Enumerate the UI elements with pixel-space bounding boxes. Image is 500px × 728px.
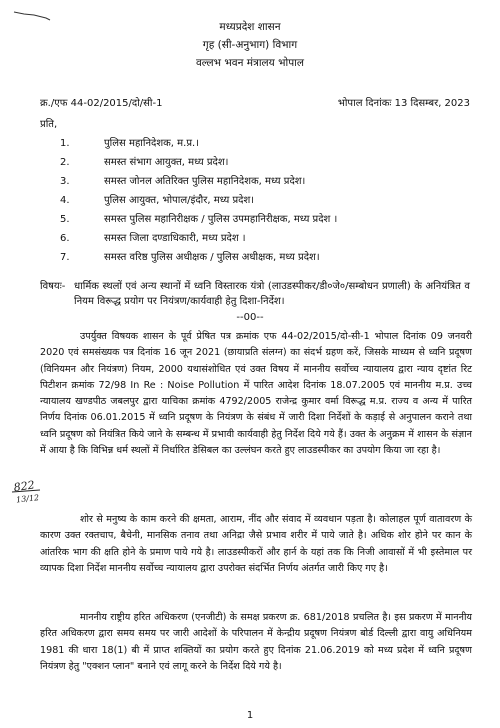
recipient-text: समस्त जिला दण्डाधिकारी, मध्य प्रदेश । (104, 233, 246, 244)
header-department: गृह (सी-अनुभाग) विभाग (202, 39, 298, 51)
subject-text: धार्मिक स्थलों एवं अन्य स्थानों में ध्वनि विस्तारक यंत्रो (लाउडस्पीकर/डी०जे०/सम्बोधन प्रणाली) के अनियंत्रित व नियम विरूद्ध प्रयोग पर नियंत्रण/कार्यवाही हेतु दिशा-निर्देश। (74, 281, 470, 307)
paragraph-reference: उपर्युक्त विषयक शासन के पूर्व प्रेषित पत्र क्रमांक एफ 44-02/2015/दो-सी-1 भोपाल दिनांक 09 जनवरी 2020 एवं समसंख्यक पत्र दिनांक 16 जून 2021 (छायाप्रति संलग्न) का संदर्भ ग्रहण करें, जिसके माध्यम से ध्वनि प्रदूषण (विनियमन और नियंत्रण) नियम, 2000 यथासंशोधित एवं उक्त विषय में माननीय सर्वोच्च न्यायालय द्वारा न्याय दृष्टांत रिट पिटीशन क्रमांक 72/98 In Re : Noise Pollution में पारित आदेश दिनांक 18.07.2005 एवं माननीय म.प्र. उच्च न्यायालय खण्डपीठ जबलपुर द्वारा याचिका क्रमांक 4792/2005 राजेन्द्र कुमार वर्मा विरूद्ध म.प्र. राज्य व अन्य में पारित निर्णय दिनांक 06.01.2015 में ध्वनि प्रदूषण के नियंत्रण के संबंध में जारी दिशा निर्देशों के कड़ाई से अनुपालन कराने तथा ध्वनि प्रदूषण को नियंत्रित किये जाने के सम्बन्ध में प्रभावी कार्यवाही हेतु निर्देश दिये गये हैं। उक्त के अनुक्रम में शासन के संज्ञान में आया है कि विभिन्न धर्म स्थलों में निर्धारित डेसिबल का उल्लंघन करते हुए लाउडस्पीकर का उपयोग किया जा रहा है। (40, 331, 472, 457)
reference-date: भोपाल दिनांकः 13 दिसम्बर, 2023 (337, 98, 470, 109)
recipient-text: समस्त वरिष्ठ पुलिस अधीक्षक / पुलिस अधीक्षक, मध्य प्रदेश। (104, 252, 320, 263)
recipient-item (60, 194, 480, 213)
recipient-number: 2. (60, 157, 70, 168)
subject-block (40, 279, 470, 309)
recipient-item (60, 175, 480, 194)
recipient-number: 6. (60, 233, 70, 244)
recipient-text: पुलिस आयुक्त, भोपाल/इंदौर, मध्य प्रदेश। (104, 195, 255, 206)
recipient-number: 1. (60, 138, 70, 149)
recipient-item (60, 137, 480, 156)
reference-number: क्र./एफ 44-02/2015/दो/सी-1 (40, 98, 163, 109)
paragraph-ngt: माननीय राष्ट्रीय हरित अधिकरण (एनजीटी) के समक्ष प्रकरण क्र. 681/2018 प्रचलित है। इस प्रकरण में माननीय हरित अधिकरण द्वारा समय समय पर जारी आदेशों के परिपालन में केन्द्रीय प्रदूषण नियंत्रण बोर्ड दिल्ली द्वारा वायु अधिनियम 1981 की धारा 18(1) बी में प्राप्त शक्तियों का प्रयोग करते हुए दिनांक 21.06.2019 को मध्य प्रदेश में ध्वनि प्रदूषण नियंत्रण हेतु "एक्शन प्लान" बनाने एवं लागू करने के निर्देश दिये गये है। (40, 612, 472, 672)
recipient-number: 7. (60, 252, 70, 263)
recipient-text: समस्त संभाग आयुक्त, मध्य प्रदेश। (104, 157, 229, 168)
recipient-item (60, 213, 480, 232)
recipient-text: समस्त पुलिस महानिरीक्षक / पुलिस उपमहानिरीक्षक, मध्य प्रदेश । (104, 214, 338, 225)
page-number: 1 (246, 710, 254, 721)
separator: --00-- (236, 312, 264, 323)
recipient-number: 5. (60, 214, 70, 225)
recipient-number: 4. (60, 195, 70, 206)
recipient-item (60, 232, 480, 251)
recipient-list (60, 137, 480, 270)
paragraph-noise-effects: शोर से मनुष्य के काम करने की क्षमता, आराम, नींद और संवाद में व्यवधान पड़ता है। कोलाहल पूर्ण वातावरण के कारण उक्त रक्तचाप, बैचेनी, मानसिक तनाव तथा अनिद्रा जैसे प्रभाव शरीर में पाये जाते है। अधिक शोर होने पर कान के आंतरिक भाग की क्षति होने के प्रमाण पाये गये है। लाउडस्पीकरों और हार्न के यहां तक कि निजी आवासों में भी इस्तेमाल पर व्यापक दिशा निर्देश माननीय सर्वोच्च न्यायालय द्वारा उपरोक्त संदर्भित निर्णय अंतर्गत जारी किए गए है। (40, 514, 472, 574)
header-government: मध्यप्रदेश शासन (219, 21, 281, 33)
margin-note-number: 822 (12, 478, 36, 495)
recipient-number: 3. (60, 176, 70, 187)
recipient-item (60, 251, 480, 270)
recipient-item (60, 156, 480, 175)
salutation-to: प्रति, (40, 119, 58, 130)
margin-note-date: 13/12 (15, 493, 40, 504)
handwritten-margin-note (10, 478, 50, 504)
recipient-text: पुलिस महानिदेशक, म.प्र.। (104, 138, 199, 149)
header-address: वल्लभ भवन मंत्रालय भोपाल (195, 57, 305, 69)
recipient-text: समस्त जोनल अतिरिक्त पुलिस महानिदेशक, मध्य प्रदेश। (104, 176, 306, 187)
subject-label: विषयः- (40, 281, 66, 292)
